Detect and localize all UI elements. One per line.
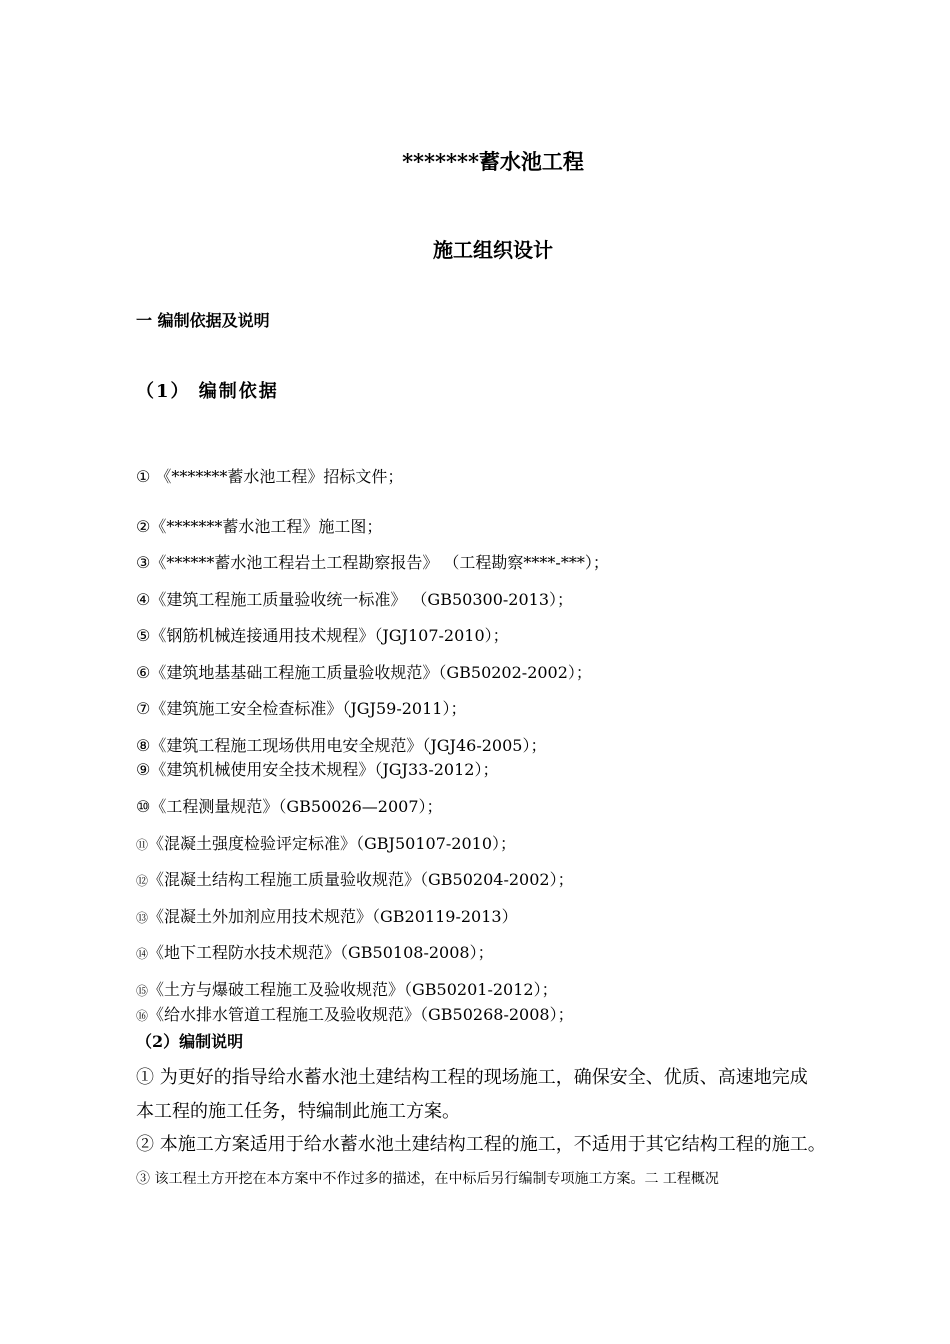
note-paragraph: 本工程的施工任务，特编制此施工方案。 <box>136 1101 460 1122</box>
note-paragraph: ③ 该工程土方开挖在本方案中不作过多的描述，在中标后另行编制专项施工方案。二 工程概况 <box>136 1171 719 1187</box>
reference-item: ⑫《混凝土结构工程施工质量验收规范》（GB50204-2002）； <box>136 870 574 889</box>
reference-item: ⑤《钢筋机械连接通用技术规程》（JGJ107-2010）； <box>136 626 509 645</box>
document-title: *******蓄水池工程 <box>402 149 584 174</box>
note-paragraph: ② 本施工方案适用于给水蓄水池土建结构工程的施工，不适用于其它结构工程的施工。 <box>136 1134 826 1155</box>
section-heading: 一 编制依据及说明 <box>136 311 270 330</box>
reference-item: ③《******蓄水池工程岩土工程勘察报告》 （工程勘察****-***）； <box>136 553 609 572</box>
reference-item: ⑮《土方与爆破工程施工及验收规范》（GB50201-2012）； <box>136 980 558 999</box>
reference-item: ⑧《建筑工程施工现场供用电安全规范》（JGJ46-2005）； <box>136 736 547 755</box>
reference-item: ⑩《工程测量规范》（GB50026—2007）； <box>136 797 443 816</box>
reference-item: ⑥《建筑地基基础工程施工质量验收规范》（GB50202-2002）； <box>136 663 592 682</box>
reference-item: ②《*******蓄水池工程》施工图； <box>136 517 383 536</box>
reference-item: ⑯《给水排水管道工程施工及验收规范》（GB50268-2008）； <box>136 1005 574 1024</box>
reference-item: ① 《*******蓄水池工程》招标文件； <box>136 467 404 486</box>
reference-item: ⑨《建筑机械使用安全技术规程》（JGJ33-2012）； <box>136 760 499 779</box>
note-paragraph: ① 为更好的指导给水蓄水池土建结构工程的现场施工，确保安全、优质、高速地完成 <box>136 1067 808 1088</box>
subsection-heading-notes: （2）编制说明 <box>136 1032 244 1051</box>
reference-item: ⑪《混凝土强度检验评定标准》（GBJ50107-2010）； <box>136 834 516 853</box>
reference-item: ⑦《建筑施工安全检查标准》（JGJ59-2011）； <box>136 699 467 718</box>
reference-item: ⑭《地下工程防水技术规范》（GB50108-2008）； <box>136 943 494 962</box>
document-subtitle: 施工组织设计 <box>433 238 553 262</box>
reference-item: ⑬《混凝土外加剂应用技术规范》（GB20119-2013） <box>136 907 518 926</box>
reference-item: ④《建筑工程施工质量验收统一标准》 （GB50300-2013）； <box>136 590 573 609</box>
subsection-heading-basis: （1） 编制依据 <box>136 381 279 402</box>
